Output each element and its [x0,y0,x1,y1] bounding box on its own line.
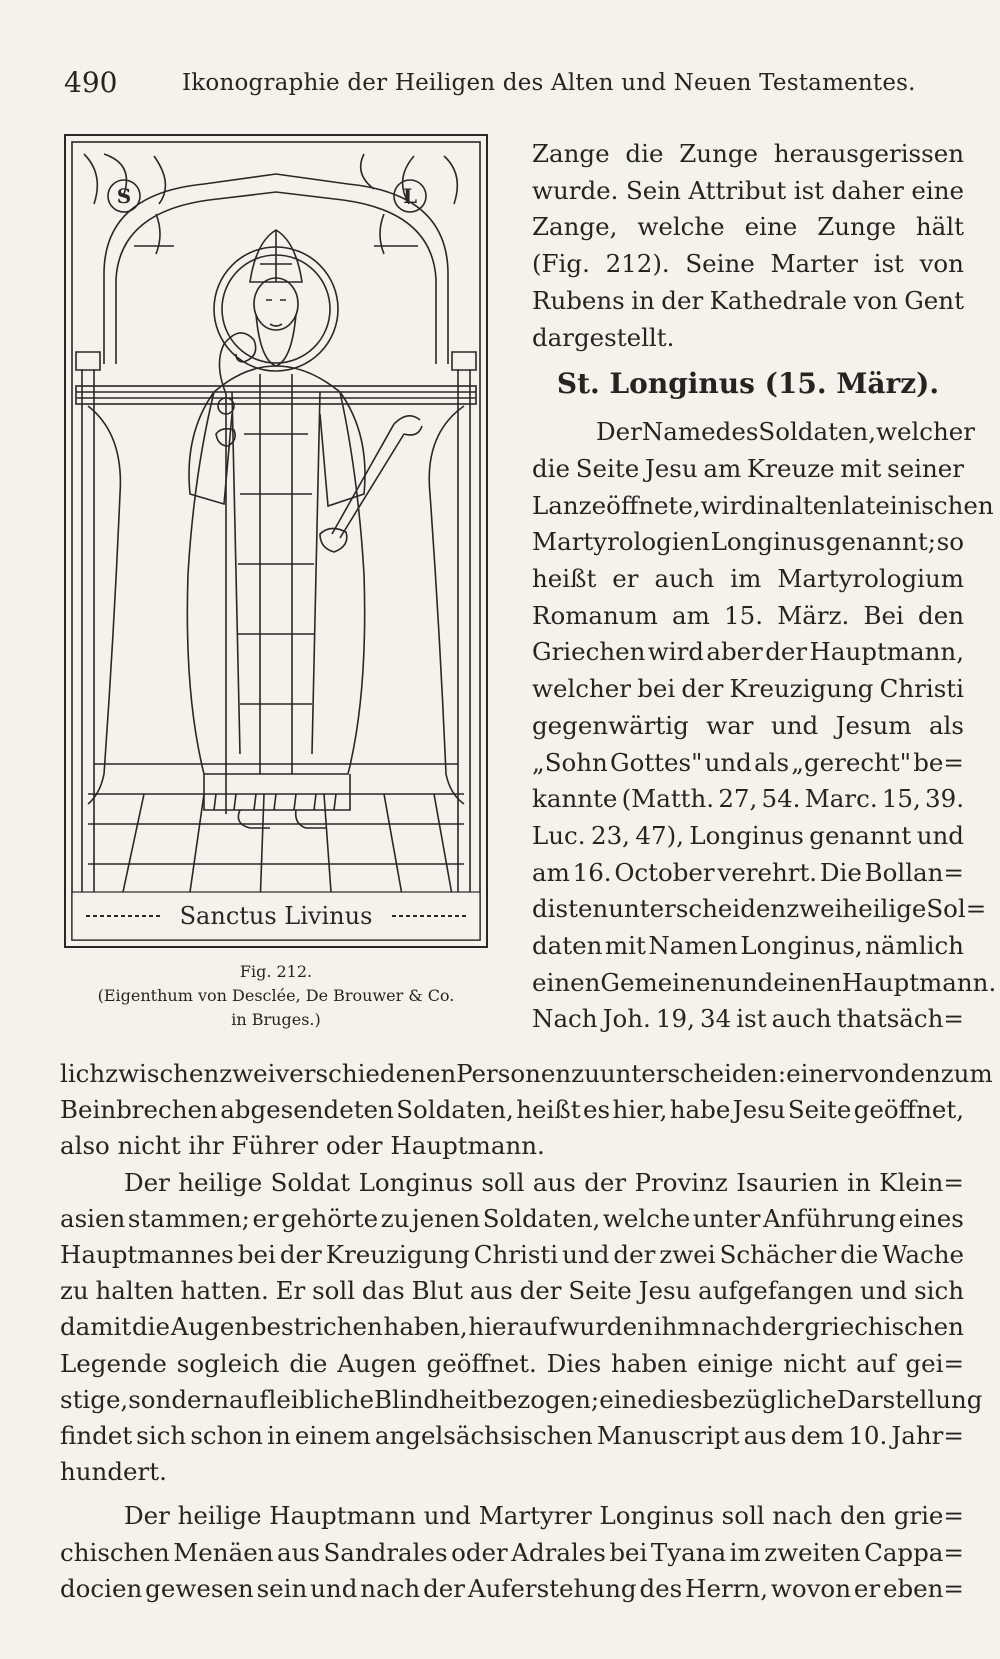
text-line: zu halten hatten. Er soll das Blut aus der Seite Jesu aufgefangen und sich [60,1276,964,1306]
text-line: „Sohn Gottes" und als „gerecht" be= [532,747,964,777]
text-line: einen Gemeinen und einen Hauptmann. [532,967,997,997]
figure-number: Fig. 212. [239,962,313,981]
page-number: 490 [64,66,118,99]
text-line: gegenwärtig war und Jesum als [532,710,964,740]
side-column [532,136,997,1038]
monogram-right: L [402,184,418,208]
saint-illustration [64,134,488,948]
text-line: kannte (Matth. 27, 54. Marc. 15, 39. [532,784,964,814]
section-heading: St. Longinus (15. März). [556,367,940,401]
text-line: am 16. October verehrt. Die Bollan= [532,857,964,887]
plate-label: Sanctus Livinus [179,902,373,930]
text-line: chischen Menäen aus Sandrales oder Adrales bei Tyana im zweiten Cappa= [60,1537,964,1567]
text-line: dargestellt. [532,322,675,352]
text-line: asien stammen; er gehörte zu jenen Soldaten, welche unter Anführung eines [60,1203,964,1233]
text-line: Martyrologien Longinus genannt; so [532,527,964,557]
figure-credit: (Eigenthum von Desclée, De Brouwer & Co. [97,986,455,1005]
text-line: Griechen wird aber der Hauptmann, [532,637,964,667]
main-body-text [60,1056,993,1607]
text-line: Rubens in der Kathedrale von Gent [532,285,964,315]
text-line: damit die Augen bestrichen haben, hierauf wurden ihm nach der griechischen [60,1312,964,1342]
longinus-paragraph [532,414,997,1038]
monogram-left: S [116,184,132,208]
text-line: lich zwischen zwei verschiedenen Personen zu unterscheiden: einer von den zum [60,1059,993,1088]
text-line: die Seite Jesu am Kreuze mit seiner [532,453,964,483]
text-line: Nach Joh. 19, 34 ist auch thatsäch= [532,1004,964,1034]
paragraph-captain [60,1498,964,1607]
page-header [64,66,942,106]
text-line: Der Name des Soldaten, welcher [596,417,976,447]
text-line: Romanum am 15. März. Bei den [532,600,964,630]
text-line: Der heilige Hauptmann und Martyrer Longinus soll nach den grie= [124,1501,964,1531]
paragraph-continuation [60,1056,993,1165]
text-line: welcher bei der Kreuzigung Christi [532,674,964,704]
figure-212 [64,134,488,1029]
text-line: Zange die Zunge herausgerissen [532,139,964,168]
text-line: docien gewesen sein und nach der Auferstehung des Herrn, wovon er eben= [60,1573,964,1603]
text-line: hundert. [60,1457,167,1487]
text-line: stige, sondern auf leibliche Blindheit bezogen; eine diesbezügliche Darstellung [60,1384,983,1414]
figure-caption [64,960,488,1032]
text-line: Der heilige Soldat Longinus soll aus der Provinz Isaurien in Klein= [124,1167,964,1197]
text-line: (Fig. 212). Seine Marter ist von [532,249,964,279]
text-line: Legende sogleich die Augen geöffnet. Dies haben einige nicht auf gei= [60,1348,964,1378]
text-line: also nicht ihr Führer oder Hauptmann. [60,1131,545,1161]
paragraph-soldier [60,1165,983,1491]
text-line: Luc. 23, 47), Longinus genannt und [532,820,964,850]
text-line: heißt er auch im Martyrologium [532,564,964,594]
running-title: Ikonographie der Heiligen des Alten und Neuen Testamentes. [182,70,916,96]
figure-credit-city: in Bruges.) [231,1010,321,1029]
text-line: disten unterscheiden zwei heilige Sol= [532,894,987,924]
text-line: wurde. Sein Attribut ist daher eine [532,175,964,205]
text-line: Zange, welche eine Zunge hält [532,212,964,242]
text-line: Beinbrechen abgesendeten Soldaten, heißt es hier, habe Jesu Seite geöffnet, [60,1095,964,1125]
text-line: daten mit Namen Longinus, nämlich [532,931,964,961]
intro-paragraph [532,136,964,356]
text-line: Lanze öffnete, wird in alten lateinischen [532,490,994,520]
text-line: findet sich schon in einem angelsächsischen Manuscript aus dem 10. Jahr= [60,1421,964,1451]
text-line: Hauptmannes bei der Kreuzigung Christi und der zwei Schächer die Wache [60,1240,964,1270]
